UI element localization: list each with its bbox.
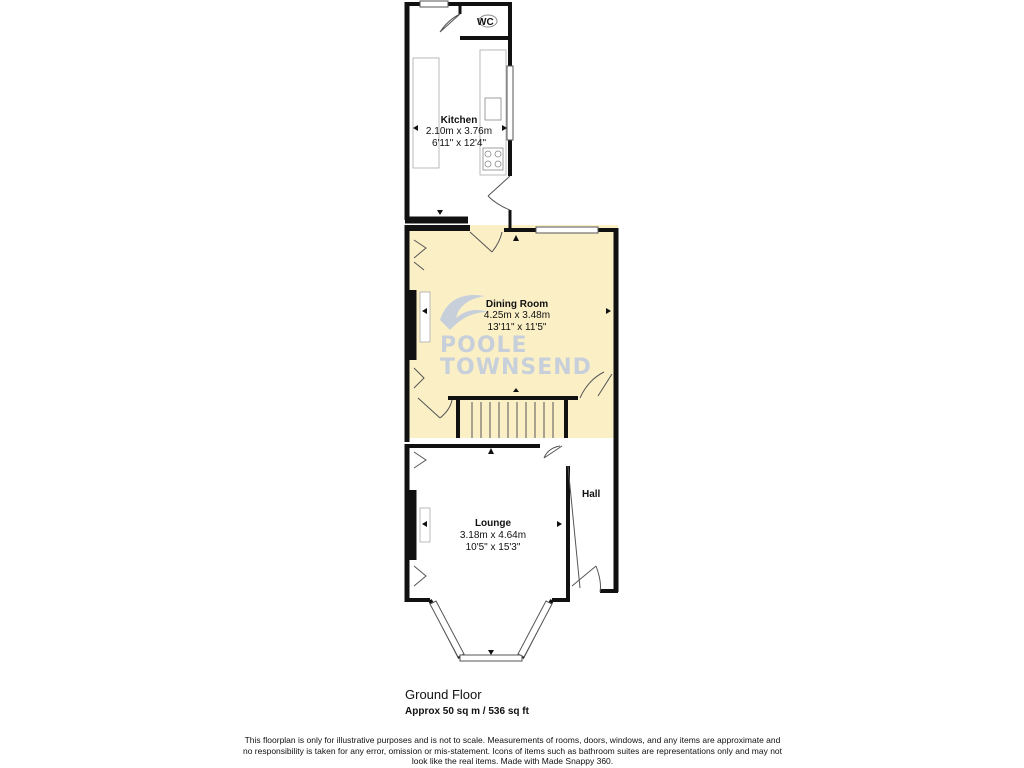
- kitchen-door: [488, 176, 510, 210]
- dining-window: [536, 227, 598, 233]
- dining-imperial: 13'11" x 11'5": [487, 322, 547, 333]
- floor-title: Ground Floor: [405, 687, 482, 702]
- kitchen-name: Kitchen: [440, 115, 478, 126]
- lounge-imperial: 10'5" x 15'3": [465, 542, 521, 553]
- kitchen-counter-left: [413, 58, 439, 168]
- dining-fireplace: [420, 292, 430, 342]
- dining-name: Dining Room: [485, 299, 549, 310]
- watermark-line1: POOLE: [440, 333, 528, 358]
- wc-door: [440, 14, 460, 32]
- front-door: [572, 566, 601, 592]
- disclaimer: This floorplan is only for illustrative purposes and is not to scale. Measurements of rooms, doors, windows, and any items are approximate and no responsibility is taken for any error, omission or mis-statement. Icons of items such as bathroom suites are representations only and may not look like the real items. Made with Made Snappy 360.: [242, 735, 783, 766]
- lounge-metric: 3.18m x 4.64m: [459, 530, 527, 541]
- kitchen-imperial: 6'11" x 12'4": [431, 138, 487, 149]
- watermark-line2: TOWNSEND: [440, 355, 592, 380]
- lounge-door: [544, 446, 580, 588]
- floor-area: Approx 50 sq m / 536 sq ft: [405, 706, 529, 717]
- hall-name: Hall: [582, 489, 601, 500]
- kitchen-metric: 2.10m x 3.76m: [425, 126, 493, 137]
- lounge-name: Lounge: [474, 518, 512, 529]
- wc-label: WC: [477, 17, 494, 28]
- dining-metric: 4.25m x 3.48m: [483, 310, 551, 321]
- sink-icon: [485, 98, 501, 120]
